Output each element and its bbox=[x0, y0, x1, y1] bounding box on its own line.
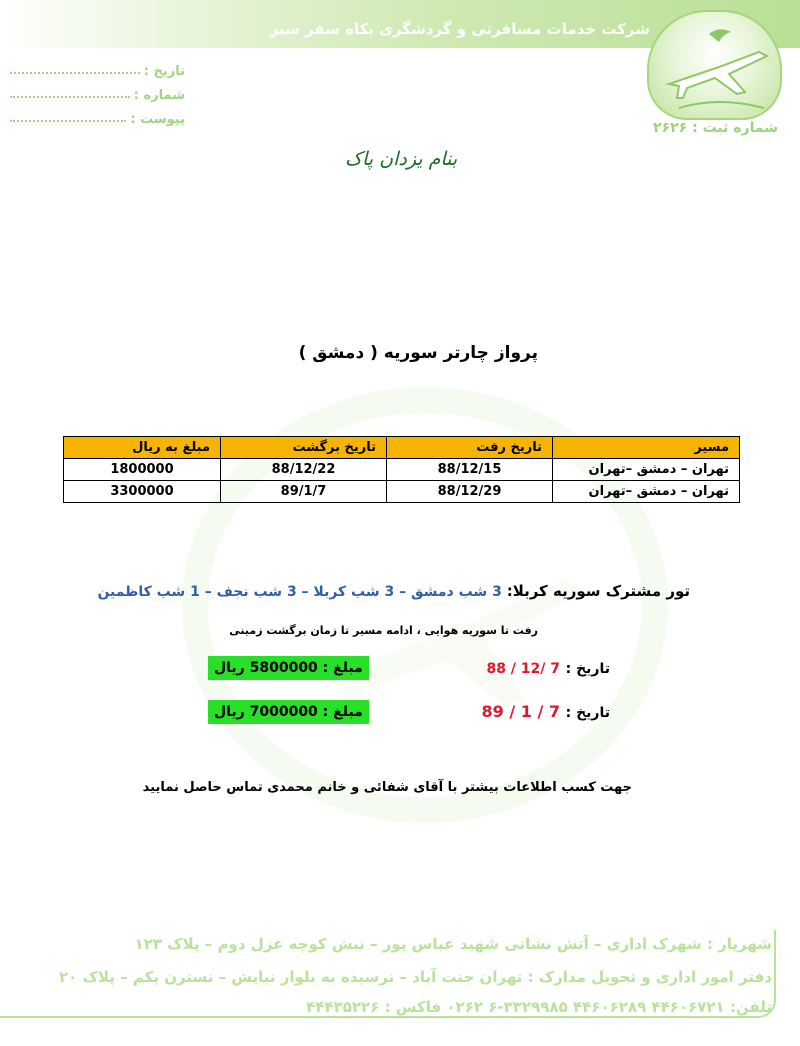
table-header-row bbox=[64, 437, 740, 459]
tour-price-2: مبلغ : 7000000 ریال bbox=[208, 700, 369, 724]
cell-price: 1800000 bbox=[64, 459, 221, 481]
cell-route: تهران – دمشق –تهران bbox=[553, 459, 740, 481]
header-price: مبلغ به ریال bbox=[64, 437, 221, 459]
registration-number: شماره ثبت : ۲۶۲۶ bbox=[653, 120, 778, 136]
attachment-field bbox=[10, 103, 185, 127]
footer-address-1: شهریار : شهرک اداری – آتش نشانی شهید عباس پور – نبش کوچه غزل دوم – پلاک ۱۲۳ bbox=[134, 935, 772, 953]
tour-heading bbox=[97, 582, 690, 600]
footer-address-2: دفتر امور اداری و تحویل مدارک : تهران جنت آباد – نرسیده به بلوار نیایش – نسترن یکم – پلاک ۲۰ bbox=[59, 968, 772, 986]
date-field-line bbox=[10, 72, 140, 74]
number-field-label: شماره : bbox=[133, 88, 185, 103]
number-field-line bbox=[10, 96, 130, 98]
tour-date-1 bbox=[486, 658, 610, 677]
table-row bbox=[64, 481, 740, 503]
page-title: پرواز چارتر سوریه ( دمشق ) bbox=[298, 343, 538, 363]
attachment-field-line bbox=[10, 120, 126, 122]
cell-price: 3300000 bbox=[64, 481, 221, 503]
header-return: تاریخ برگشت bbox=[221, 437, 387, 459]
tour-label: تور مشترک سوریه کربلا: bbox=[506, 582, 690, 600]
cell-departure: 88/12/29 bbox=[387, 481, 553, 503]
tour-date-value: 89 / 1 / 7 bbox=[481, 702, 561, 721]
letter-meta-fields bbox=[10, 55, 185, 127]
tour-note: رفت تا سوریه هوایی ، ادامه مسیر تا زمان برگشت زمینی bbox=[229, 624, 538, 637]
contact-note: جهت کسب اطلاعات بیشتر با آقای شفائی و خانم محمدی تماس حاصل نمایید bbox=[142, 780, 632, 795]
tour-date-label: تاریخ : bbox=[565, 705, 610, 721]
attachment-field-label: پیوست : bbox=[130, 112, 185, 127]
airplane-icon bbox=[649, 12, 784, 122]
header-route: مسیر bbox=[553, 437, 740, 459]
cell-route: تهران – دمشق –تهران bbox=[553, 481, 740, 503]
company-logo bbox=[647, 10, 782, 120]
tour-date-2 bbox=[482, 702, 610, 721]
cell-return: 88/12/22 bbox=[221, 459, 387, 481]
header-departure: تاریخ رفت bbox=[387, 437, 553, 459]
date-field-label: تاریخ : bbox=[143, 64, 185, 79]
cell-departure: 88/12/15 bbox=[387, 459, 553, 481]
tour-date-label: تاریخ : bbox=[565, 661, 610, 677]
tour-date-value: 88 / 12/ 7 bbox=[486, 661, 561, 677]
number-field bbox=[10, 79, 185, 103]
basmala: بنام یزدان پاک bbox=[345, 148, 458, 170]
tour-price-1: مبلغ : 5800000 ریال bbox=[208, 656, 369, 680]
company-name: شرکت خدمات مسافرتی و گردشگری بکاه سفر سبز bbox=[269, 20, 650, 38]
table-row bbox=[64, 459, 740, 481]
tour-itinerary: 3 شب دمشق – 3 شب کربلا – 3 شب نجف – 1 شب کاظمین bbox=[97, 584, 502, 600]
cell-return: 89/1/7 bbox=[221, 481, 387, 503]
flights-table bbox=[63, 436, 740, 503]
footer-phones: تلفن: ۴۴۶۰۶۷۲۱ ۴۴۶۰۶۲۸۹ ۳۳۲۹۹۸۵-۶ ۰۲۶۲ فاکس : ۴۴۴۳۵۲۲۶ bbox=[306, 998, 772, 1016]
date-field bbox=[10, 55, 185, 79]
